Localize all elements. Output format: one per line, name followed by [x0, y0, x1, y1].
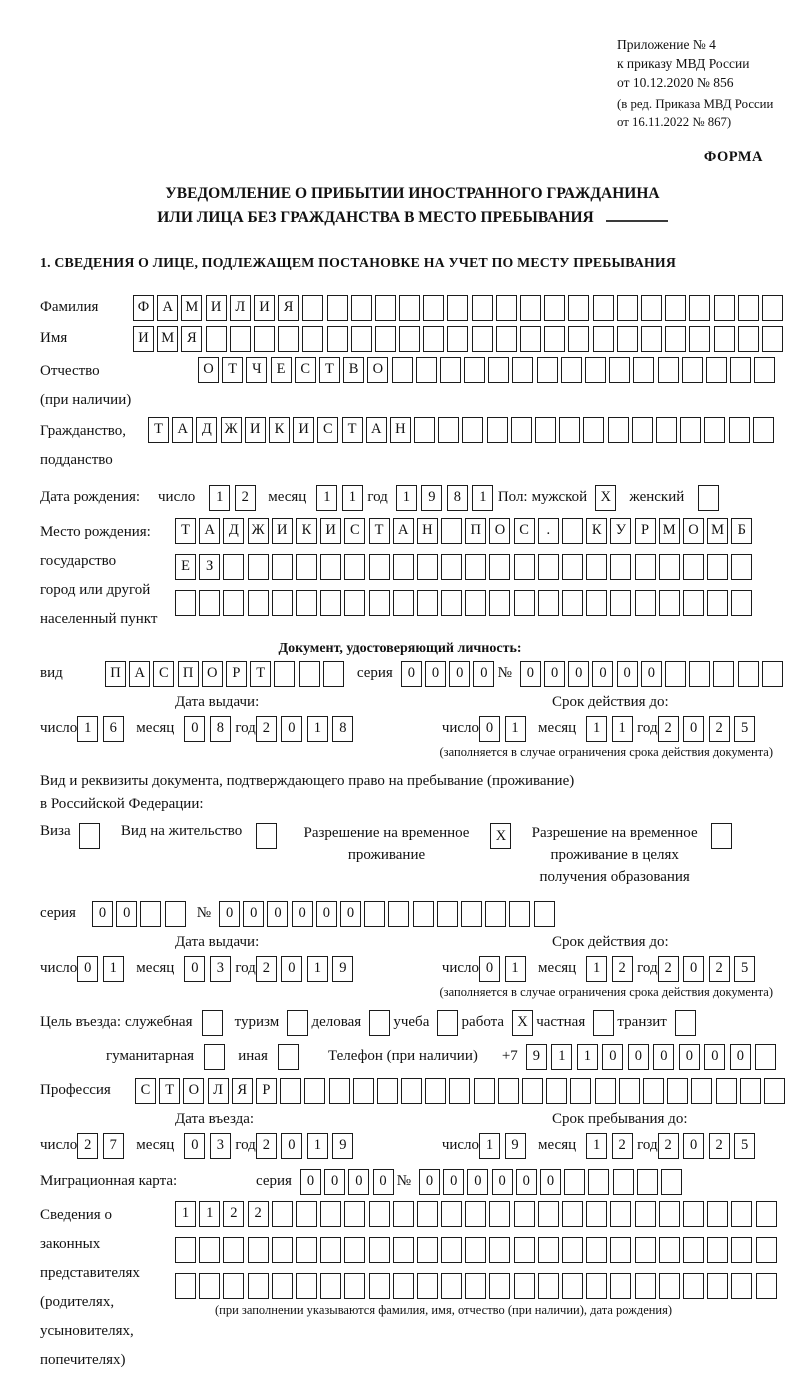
phone-input[interactable]: 9 1 1 0 0 0 0 0 0 [526, 1044, 781, 1070]
entry-day-input[interactable]: 2 7 [77, 1133, 128, 1159]
doc-issue-month-input[interactable]: 0 8 [184, 716, 235, 742]
birthplace-inputs [175, 518, 756, 616]
purpose-humanitarian-checkbox[interactable] [204, 1044, 228, 1070]
issue-date-caption: Дата выдачи: [175, 693, 260, 710]
stay-issue-month-input[interactable]: 0 3 [184, 956, 235, 982]
form-title-line2: ИЛИ ЛИЦА БЕЗ ГРАЖДАНСТВА В МЕСТО ПРЕБЫВАНИЯ [40, 206, 785, 229]
migration-number-input[interactable]: 0 0 0 0 0 0 [419, 1169, 685, 1195]
purpose-transit-checkbox[interactable] [675, 1010, 699, 1036]
year-label: год [367, 489, 388, 506]
identity-doc-date-captions [40, 694, 795, 714]
purpose-transit-label: транзит [617, 1014, 667, 1031]
month-label: месяц [538, 1137, 577, 1154]
purpose-label: Цель въезда: [40, 1014, 121, 1031]
month-label: месяц [538, 960, 577, 977]
visa-label: Виза [40, 823, 71, 840]
purpose-private-checkbox[interactable] [593, 1010, 617, 1036]
identity-doc-heading: Документ, удостоверяющий личность: [278, 640, 522, 656]
month-label: месяц [268, 489, 307, 506]
birth-date-label: Дата рождения: [40, 489, 141, 506]
number-sign: № [396, 1173, 411, 1190]
purpose-work-label: работа [461, 1014, 505, 1031]
stay-doc-number-input[interactable]: 0 0 0 0 0 0 [219, 901, 558, 927]
stay-expiry-year-input[interactable]: 2 0 2 5 [658, 956, 760, 982]
phone-prefix: +7 [501, 1048, 518, 1065]
migration-card-label: Миграционная карта: [40, 1173, 178, 1190]
title-underline [606, 220, 668, 222]
stay-doc-intro: Вид и реквизиты документа, подтверждающего право на пребывание (проживание) в Российской Федерации: [40, 772, 575, 813]
revision-reference [617, 96, 795, 132]
purpose-other-label: иная [238, 1048, 268, 1065]
doc-expiry-day-input[interactable]: 0 1 [479, 716, 530, 742]
sex-label: Пол: [497, 489, 528, 506]
stay-issue-year-input[interactable]: 2 0 1 9 [256, 956, 358, 982]
stay-doc-date-captions [40, 934, 795, 954]
residence-permit-label: Вид на жительство [120, 823, 243, 840]
sex-female-checkbox[interactable] [698, 485, 722, 511]
valid-until-caption: Срок действия до: [552, 693, 669, 710]
representatives-label: Сведения о законных представителях (родителях, усыновителях, попечителях) [40, 1206, 140, 1368]
restriction-note: (заполняется в случае ограничения срока действия документа) [439, 744, 773, 759]
form-title-line1: УВЕДОМЛЕНИЕ О ПРИБЫТИИ ИНОСТРАННОГО ГРАЖДАНИНА [165, 185, 660, 203]
valid-until-caption: Срок действия до: [552, 933, 669, 950]
profession-label: Профессия [40, 1082, 111, 1099]
issue-date-caption: Дата выдачи: [175, 933, 260, 950]
birthplace-label: Место рождения: государство город или другой населенный пункт [40, 523, 158, 627]
year-label: год [637, 960, 658, 977]
birth-year-input[interactable]: 1 9 8 1 [396, 485, 498, 511]
purpose-study-label: учеба [393, 1014, 430, 1031]
purpose-business-checkbox[interactable] [369, 1010, 393, 1036]
birthplace-line2-input[interactable]: Е З [175, 554, 756, 580]
purpose-tourism-checkbox[interactable] [287, 1010, 311, 1036]
migration-series-input[interactable]: 0 0 0 0 [300, 1169, 397, 1195]
purpose-business-label: деловая [311, 1014, 362, 1031]
entry-month-input[interactable]: 0 3 [184, 1133, 235, 1159]
series-label: серия [256, 1173, 292, 1190]
patronymic-label: Отчество (при наличии) [40, 362, 132, 408]
section-1-heading: 1. СВЕДЕНИЯ О ЛИЦЕ, ПОДЛЕЖАЩЕМ ПОСТАНОВКЕ НА УЧЕТ ПО МЕСТУ ПРЕБЫВАНИЯ [40, 254, 677, 270]
stay-expiry-day-input[interactable]: 0 1 [479, 956, 530, 982]
doc-expiry-year-input[interactable]: 2 0 2 5 [658, 716, 760, 742]
day-label: число [40, 720, 78, 737]
year-label: год [235, 1137, 256, 1154]
revision-line: (в ред. Приказа МВД России [617, 96, 774, 111]
month-label: месяц [538, 720, 577, 737]
sex-male-label: мужской [531, 489, 588, 506]
stay-expiry-month-input[interactable]: 1 2 [586, 956, 637, 982]
doc-number-input[interactable]: 0 0 0 0 0 0 [520, 661, 786, 687]
fill-note: (при заполнении указываются фамилия, имя, отчество (при наличии), дата рождения) [215, 1302, 673, 1317]
doc-issue-day-input[interactable]: 1 6 [77, 716, 128, 742]
surname-input[interactable]: Ф А М И Л И Я [133, 295, 786, 321]
entry-date-captions [40, 1111, 795, 1131]
year-label: год [637, 1137, 658, 1154]
temp-residence-checkbox[interactable]: X [490, 823, 514, 849]
entry-date-caption: Дата въезда: [175, 1110, 255, 1127]
month-label: месяц [136, 960, 175, 977]
patronymic-input[interactable]: О Т Ч Е С Т В О [198, 357, 779, 383]
representatives-line1-input[interactable]: 1 1 2 2 [175, 1201, 780, 1227]
year-label: год [637, 720, 658, 737]
form-marker: ФОРМА [703, 149, 763, 166]
year-label: год [235, 960, 256, 977]
form-title [40, 182, 785, 229]
citizenship-input[interactable]: Т А Д Ж И К И С Т А Н [148, 417, 777, 443]
temp-residence-label: Разрешение на временное проживание [303, 825, 470, 864]
birthplace-line3-input[interactable] [175, 590, 756, 616]
restriction-note: (заполняется в случае ограничения срока действия документа) [439, 984, 773, 999]
day-label: число [40, 1137, 78, 1154]
temp-residence-education-checkbox[interactable] [711, 823, 735, 849]
doc-expiry-month-input[interactable]: 1 1 [586, 716, 637, 742]
representatives-line3-input[interactable] [175, 1273, 780, 1299]
day-label: число [441, 960, 480, 977]
representatives-line2-input[interactable] [175, 1237, 780, 1263]
doc-issue-year-input[interactable]: 2 0 1 8 [256, 716, 358, 742]
citizenship-label: Гражданство, подданство [40, 422, 127, 468]
stay-until-caption: Срок пребывания до: [552, 1110, 688, 1127]
appendix-line: к приказу МВД России [617, 55, 750, 71]
sex-female-label: женский [629, 489, 685, 506]
birthplace-line1-input[interactable]: Т А Д Ж И К И С Т А Н П О С . К У Р М О М Б [175, 518, 756, 544]
month-label: месяц [136, 720, 175, 737]
purpose-private-label: частная [536, 1014, 586, 1031]
day-label: число [40, 960, 78, 977]
profession-input[interactable]: С Т О Л Я Р [135, 1078, 788, 1104]
birth-day-input[interactable]: 1 2 [209, 485, 260, 511]
temp-residence-education-label: Разрешение на временное проживание в целях получения образования [531, 825, 698, 885]
residence-permit-checkbox[interactable] [256, 823, 280, 849]
purpose-official-label: служебная [124, 1014, 193, 1031]
stay-doc-series-input[interactable]: 0 0 [92, 901, 189, 927]
appendix-line: от 10.12.2020 № 856 [617, 74, 734, 90]
doc-kind-input[interactable]: П А С П О Р Т [105, 661, 347, 687]
entry-year-input[interactable]: 2 0 1 9 [256, 1133, 358, 1159]
purpose-humanitarian-label: гуманитарная [106, 1048, 195, 1065]
revision-line: от 16.11.2022 № 867) [617, 114, 732, 129]
representatives-inputs [175, 1201, 780, 1318]
day-label: число [441, 720, 480, 737]
birth-month-input[interactable]: 1 1 [316, 485, 367, 511]
series-label: серия [40, 905, 76, 922]
stay-until-year-input[interactable]: 2 0 2 5 [658, 1133, 760, 1159]
sex-male-checkbox[interactable]: X [595, 485, 619, 511]
visa-checkbox[interactable] [79, 823, 103, 849]
number-sign: № [497, 665, 512, 682]
given-name-label: Имя [40, 330, 68, 347]
doc-series-input[interactable]: 0 0 0 0 [401, 661, 498, 687]
purpose-work-checkbox[interactable]: X [512, 1010, 536, 1036]
purpose-tourism-label: туризм [234, 1014, 280, 1031]
series-label: серия [356, 665, 393, 682]
doc-kind-label: вид [40, 665, 63, 682]
month-label: месяц [136, 1137, 175, 1154]
purpose-study-checkbox[interactable] [437, 1010, 461, 1036]
surname-label: Фамилия [40, 299, 99, 316]
stay-issue-day-input[interactable]: 0 1 [77, 956, 128, 982]
year-label: год [235, 720, 256, 737]
appendix-line: Приложение № 4 [617, 37, 716, 52]
stay-until-month-input[interactable]: 1 2 [586, 1133, 637, 1159]
phone-label: Телефон (при наличии) [328, 1048, 478, 1065]
purpose-official-checkbox[interactable] [202, 1010, 226, 1036]
day-label: число [158, 489, 196, 506]
number-sign: № [196, 905, 212, 922]
stay-until-day-input[interactable]: 1 9 [479, 1133, 530, 1159]
appendix-reference [617, 36, 795, 93]
day-label: число [441, 1137, 480, 1154]
given-name-input[interactable]: И М Я [133, 326, 786, 352]
purpose-other-checkbox[interactable] [278, 1044, 302, 1070]
